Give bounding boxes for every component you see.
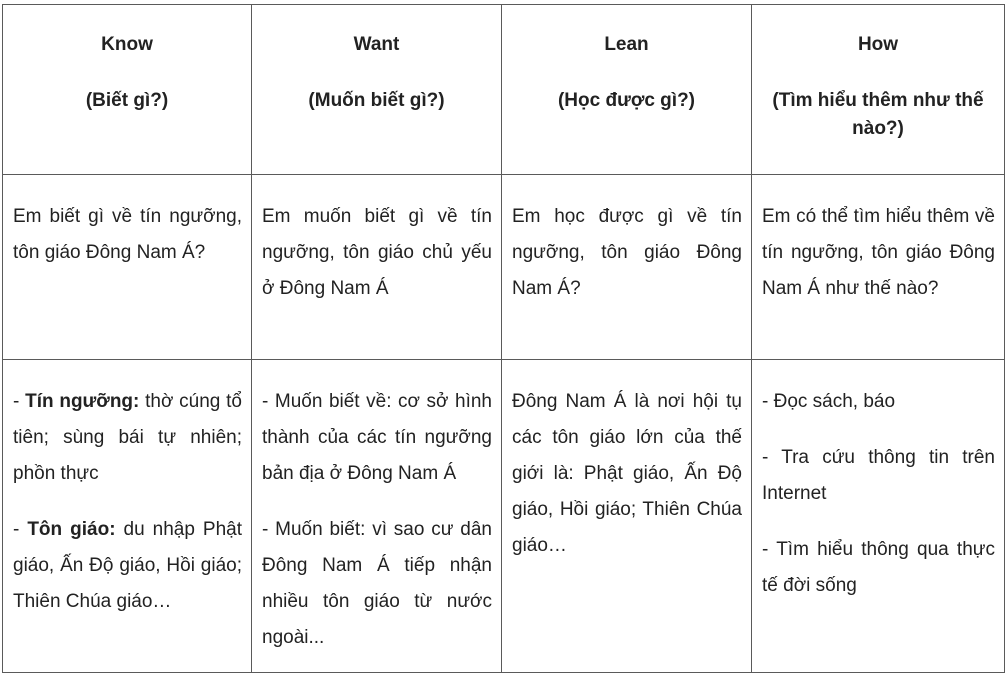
answer-how	[752, 360, 1005, 673]
header-know	[3, 5, 252, 175]
header-want	[252, 5, 502, 175]
how-item: - Tra cứu thông tin trên Internet	[762, 447, 995, 504]
question-text: Em có thể tìm hiểu thêm về tín ngưỡng, tôn giáo Đông Nam Á như thế nào?	[762, 206, 995, 299]
how-item: - Tìm hiểu thông qua thực tế đời sống	[762, 539, 995, 596]
religion-label: Tôn giáo:	[27, 519, 116, 540]
header-row	[3, 5, 1005, 175]
belief-label: Tín ngưỡng:	[25, 391, 140, 412]
question-text: Em muốn biết gì về tín ngưỡng, tôn giáo chủ yếu ở Đông Nam Á	[262, 206, 492, 299]
religion-text: du nhập Phật giáo, Ấn Độ giáo, Hồi giáo; Thiên Chúa giáo…	[13, 519, 243, 612]
how-item: - Đọc sách, báo	[762, 391, 896, 412]
question-text: Em học được gì về tín ngưỡng, tôn giáo Đông Nam Á?	[512, 206, 742, 299]
question-want	[252, 175, 502, 360]
answer-learn	[502, 360, 752, 673]
header-learn	[502, 5, 752, 175]
want-item: - Muốn biết về: cơ sở hình thành của các tín ngưỡng bản địa ở Đông Nam Á	[262, 391, 492, 484]
question-learn	[502, 175, 752, 360]
header-subtitle: (Tìm hiểu thêm như thế nào?)	[772, 90, 984, 139]
question-row	[3, 175, 1005, 360]
header-how	[752, 5, 1005, 175]
belief-paragraph: - Tín ngưỡng: thờ cúng tổ tiên; sùng bái tự nhiên; phồn thực	[13, 391, 242, 484]
religion-paragraph: - Tôn giáo: du nhập Phật giáo, Ấn Độ giáo, Hồi giáo; Thiên Chúa giáo…	[13, 519, 243, 612]
question-know	[3, 175, 252, 360]
belief-text: thờ cúng tổ tiên; sùng bái tự nhiên; phồn thực	[13, 391, 242, 484]
kwlh-table	[2, 4, 1005, 673]
header-subtitle: (Muốn biết gì?)	[308, 90, 445, 111]
question-how	[752, 175, 1005, 360]
header-title: Want	[353, 34, 400, 55]
header-subtitle: (Học được gì?)	[557, 90, 696, 111]
answer-row	[3, 360, 1005, 673]
want-item: - Muốn biết: vì sao cư dân Đông Nam Á tiếp nhận nhiều tôn giáo từ nước ngoài...	[262, 519, 492, 648]
header-title: How	[857, 34, 899, 55]
answer-want	[252, 360, 502, 673]
learn-text: Đông Nam Á là nơi hội tụ các tôn giáo lớn của thế giới là: Phật giáo, Ấn Độ giáo, Hồi giáo; Thiên Chúa giáo…	[512, 391, 742, 556]
header-subtitle: (Biết gì?)	[85, 90, 169, 111]
header-title: Know	[101, 34, 153, 55]
header-title: Lean	[604, 34, 649, 55]
question-text: Em biết gì về tín ngưỡng, tôn giáo Đông Nam Á?	[13, 206, 242, 263]
answer-know	[3, 360, 252, 673]
